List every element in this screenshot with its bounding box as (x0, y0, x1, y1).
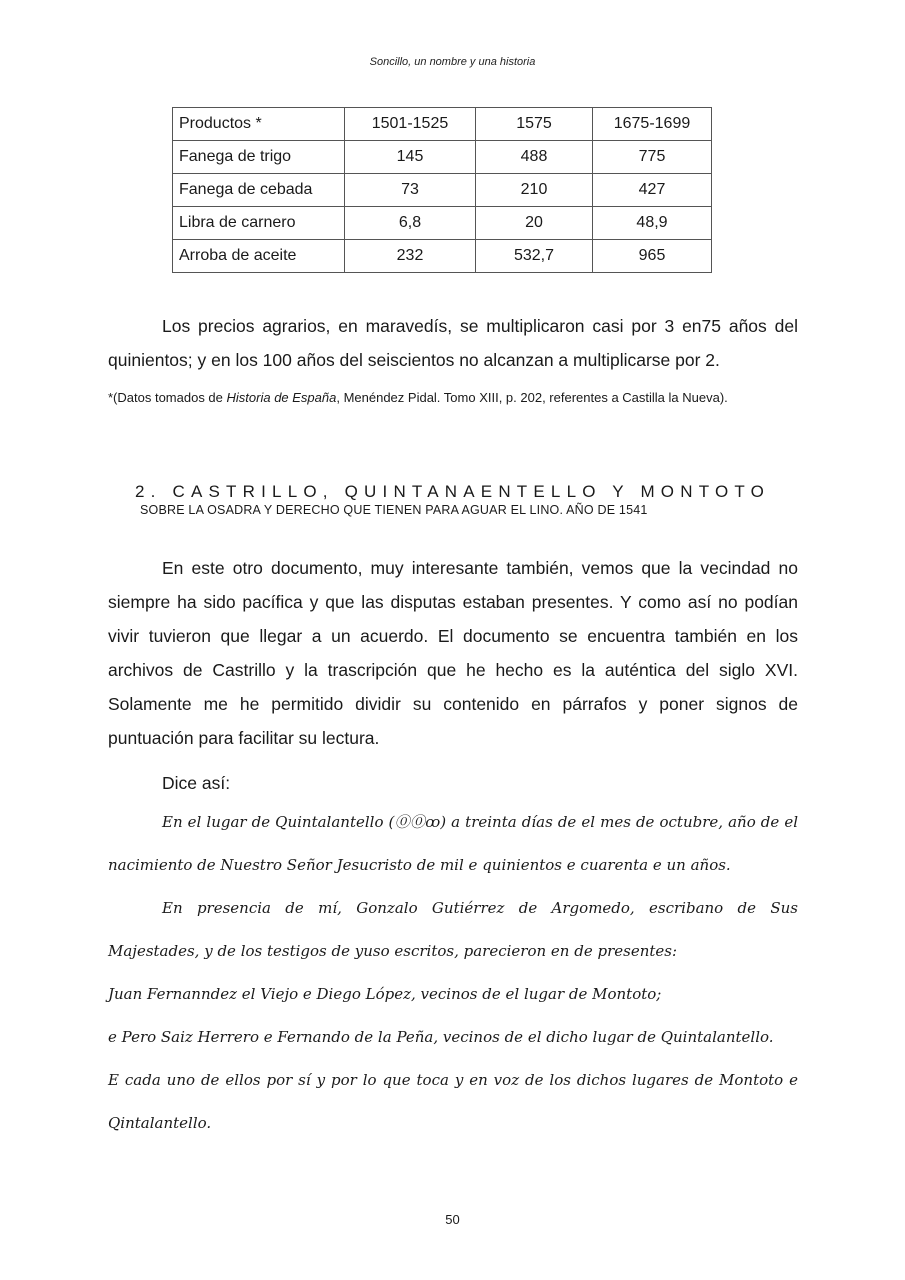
table-cell: Libra de carnero (173, 207, 345, 240)
section-title: 2. CASTRILLO, QUINTANAENTELLO Y MONTOTO (135, 482, 771, 501)
table-header-row (173, 108, 712, 141)
table-cell: 532,7 (476, 240, 593, 273)
table-header-cell: 1575 (476, 108, 593, 141)
transcription-paragraph-4: e Pero Saiz Herrero e Fernando de la Peña, vecinos de el dicho lugar de Quintalantello. (108, 1028, 774, 1046)
running-header: Soncillo, un nombre y una historia (369, 56, 536, 68)
table-cell: Arroba de aceite (173, 240, 345, 273)
table-cell: 48,9 (593, 207, 712, 240)
table-cell: 73 (345, 174, 476, 207)
table-cell: 145 (345, 141, 476, 174)
section-subtitle: SOBRE LA OSADRA Y DERECHO QUE TIENEN PARA AGUAR EL LINO. AÑO DE 1541 (140, 503, 648, 517)
table-row (173, 141, 712, 174)
intro-paragraph: Los precios agrarios, en maravedís, se multiplicaron casi por 3 en75 años del quinientos; y en los 100 años del seiscientos no alcanzan a multiplicarse por 2. (108, 316, 798, 370)
table-header-cell: Productos * (173, 108, 345, 141)
table-cell: Fanega de trigo (173, 141, 345, 174)
transcription-paragraph-5: E cada uno de ellos por sí y por lo que toca y en voz de los dichos lugares de Montoto e Qintalantello. (108, 1071, 798, 1132)
table-row (173, 174, 712, 207)
table-row (173, 207, 712, 240)
footnote-prefix: *(Datos tomados de (108, 390, 227, 405)
table-cell: 965 (593, 240, 712, 273)
footnote-book-title: Historia de España (226, 390, 337, 405)
page-number: 50 (445, 1212, 460, 1227)
table-cell: 6,8 (345, 207, 476, 240)
footnote-suffix: , Menéndez Pidal. Tomo XIII, p. 202, referentes a Castilla la Nueva). (336, 390, 728, 405)
table-header-cell: 1501-1525 (345, 108, 476, 141)
table-cell: 232 (345, 240, 476, 273)
footnote (108, 383, 798, 412)
transcription-paragraph-1: En el lugar de Quintalantello (⓪⓪ꝏ) a treinta días de el mes de octubre, año de el nacimiento de Nuestro Señor Jesucristo de mil e quinientos e cuarenta e un años. (108, 813, 798, 874)
table-cell: 20 (476, 207, 593, 240)
table-cell: 427 (593, 174, 712, 207)
table-cell: 775 (593, 141, 712, 174)
body-paragraph: En este otro documento, muy interesante también, vemos que la vecindad no siempre ha sido pacífica y que las disputas estaban presentes. Y como así no podían vivir tuvieron que llegar a un acuerdo. El documento se encuentra también en los archivos de Castrillo y la trascripción que he hecho es la auténtica del siglo XVI. Solamente me he permitido dividir su contenido en párrafos y poner signos de puntuación para facilitar su lectura. (108, 558, 798, 748)
prices-table (172, 107, 712, 273)
transcription-paragraph-3: Juan Fernanndez el Viejo e Diego López, vecinos de el lugar de Montoto; (108, 985, 662, 1003)
table-cell: Fanega de cebada (173, 174, 345, 207)
table-row (173, 240, 712, 273)
dice-asi: Dice así: (162, 773, 231, 793)
table-cell: 210 (476, 174, 593, 207)
table-header-cell: 1675-1699 (593, 108, 712, 141)
transcription-paragraph-2: En presencia de mí, Gonzalo Gutiérrez de Argomedo, escribano de Sus Majestades, y de los testigos de yuso escritos, parecieron en de presentes: (108, 899, 798, 960)
table-cell: 488 (476, 141, 593, 174)
